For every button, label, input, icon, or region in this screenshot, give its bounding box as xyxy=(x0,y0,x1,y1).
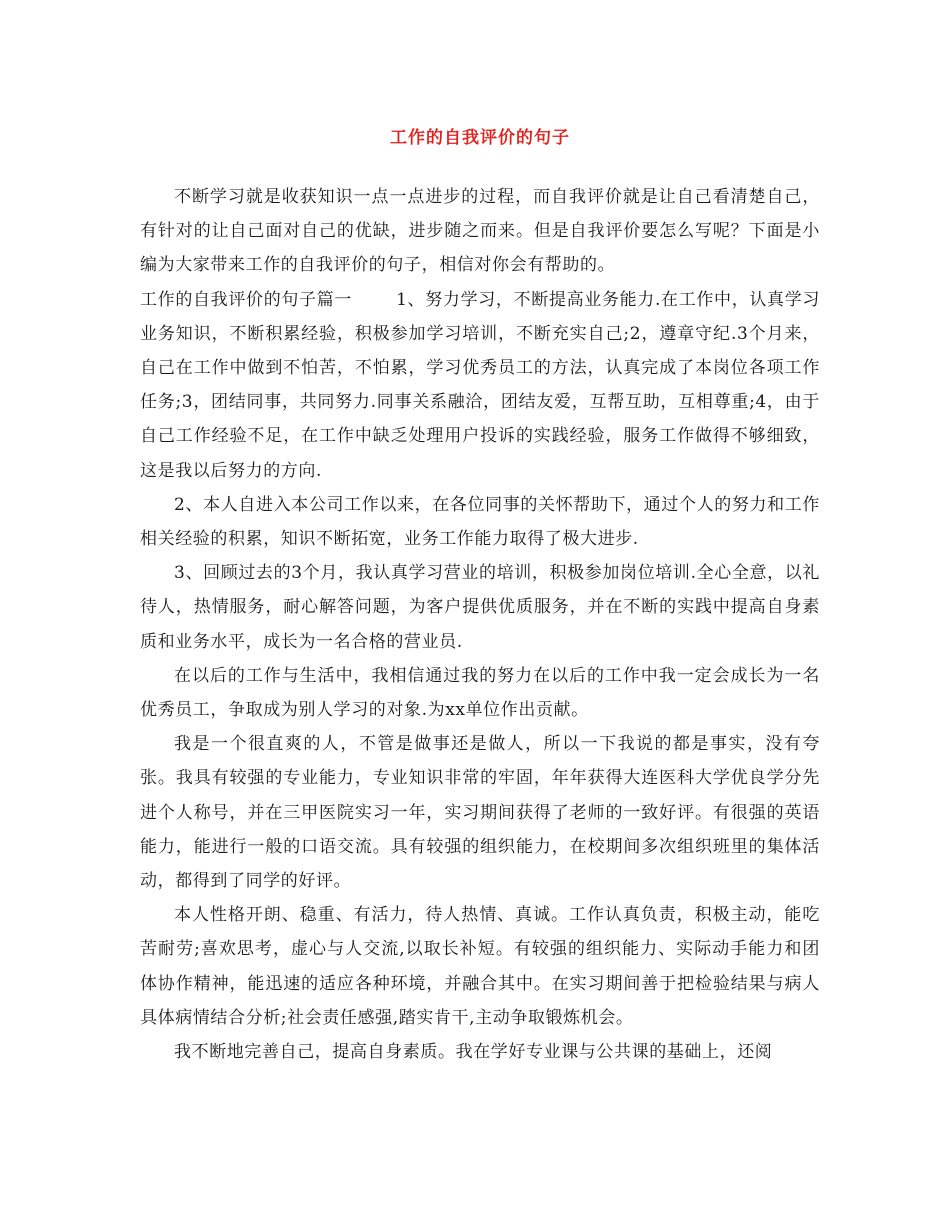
section-first-text: 1、努力学习，不断提高业务能力.在工作中，认真学习业务知识，不断积累经验，积极参加学习培训，不断充实自己;2，遵章守纪.3个月来，自己在工作中做到不怕苦，不怕累，学习优秀员工的方法，认真完成了本岗位各项工作任务;3，团结同事，共同努力.同事关系融洽，团结友爱，互帮互助，互相尊重;4，由于自己工作经验不足，在工作中缺乏处理用户投诉的实践经验，服务工作做得不够细致，这是我以后努力的方向. xyxy=(140,289,820,481)
body-paragraph-3: 在以后的工作与生活中，我相信通过我的努力在以后的工作中我一定会成长为一名优秀员工，争取成为别人学习的对象.为xx单位作出贡献。 xyxy=(140,665,820,721)
body-paragraph-2: 3、回顾过去的3个月，我认真学习营业的培训，积极参加岗位培训.全心全意，以礼待人，热情服务，耐心解答问题，为客户提供优质服务，并在不断的实践中提高自身素质和业务水平，成长为一名合格的营业员. xyxy=(140,563,820,652)
body-paragraph-4: 我是一个很直爽的人，不管是做事还是做人，所以一下我说的都是事实，没有夸张。我具有较强的专业能力，专业知识非常的牢固，年年获得大连医科大学优良学分先进个人称号，并在三甲医院实习一年，实习期间获得了老师的一致好评。有很强的英语能力，能进行一般的口语交流。具有较强的组织能力，在校期间多次组织班里的集体活动，都得到了同学的好评。 xyxy=(140,734,820,892)
section-heading: 工作的自我评价的句子篇一 xyxy=(140,289,353,310)
document-title: 工作的自我评价的句子 xyxy=(390,128,570,148)
body-paragraph-1: 2、本人自进入本公司工作以来，在各位同事的关怀帮助下，通过个人的努力和工作相关经验的积累，知识不断拓宽，业务工作能力取得了极大进步. xyxy=(140,494,820,550)
body-paragraph-5: 本人性格开朗、稳重、有活力，待人热情、真诚。工作认真负责，积极主动，能吃苦耐劳;喜欢思考，虚心与人交流,以取长补短。有较强的组织能力、实际动手能力和团体协作精神，能迅速的适应各种环境，并融合其中。在实习期间善于把检验结果与病人具体病情结合分析;社会责任感强,踏实肯干,主动争取锻炼机会。 xyxy=(140,905,820,1028)
document-page xyxy=(140,118,820,1069)
body-paragraph-6: 我不断地完善自己，提高自身素质。我在学好专业课与公共课的基础上，还阅 xyxy=(174,1042,773,1063)
section-one-paragraph xyxy=(140,283,820,488)
intro-paragraph: 不断学习就是收获知识一点一点进步的过程，而自我评价就是让自己看清楚自己，有针对的让自己面对自己的优缺，进步随之而来。但是自我评价要怎么写呢？下面是小编为大家带来工作的自我评价的句子，相信对你会有帮助的。 xyxy=(140,187,820,276)
